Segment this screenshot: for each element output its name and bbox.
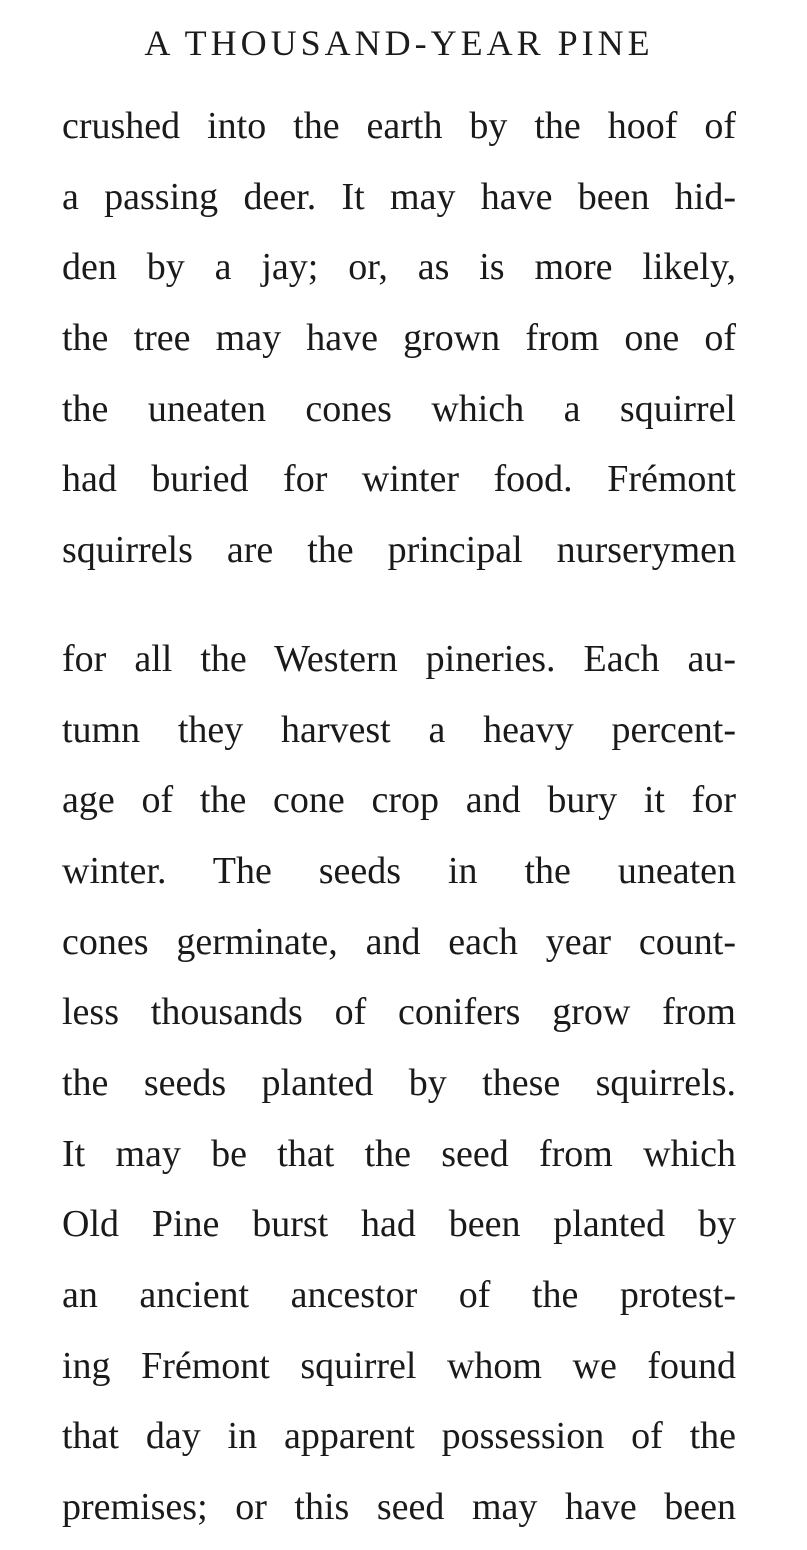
text-line-7: squirrels are the principal nurserymen bbox=[62, 529, 736, 572]
text-line-18: ing Frémont squirrel whom we found bbox=[62, 1344, 736, 1387]
text-line-2: a passing deer. It may have been hid- bbox=[62, 175, 736, 218]
text-line-6: had buried for winter food. Frémont bbox=[62, 458, 736, 501]
text-line-10: age of the cone crop and bury it for bbox=[62, 779, 736, 822]
text-line-5: the uneaten cones which a squirrel bbox=[62, 387, 736, 430]
text-line-1: crushed into the earth by the hoof of bbox=[62, 105, 736, 147]
text-line-12: cones germinate, and each year count- bbox=[62, 920, 736, 963]
text-line-20: premises; or this seed may have been bbox=[62, 1486, 736, 1529]
text-line-9: tumn they harvest a heavy percent- bbox=[62, 708, 736, 751]
text-line-3: den by a jay; or, as is more likely, bbox=[62, 246, 736, 289]
text-line-17: an ancient ancestor of the protest- bbox=[62, 1274, 736, 1316]
text-line-15: It may be that the seed from which bbox=[62, 1132, 736, 1175]
text-line-19: that day in apparent possession of the bbox=[62, 1415, 736, 1458]
body-text bbox=[62, 88, 736, 1540]
text-line-14: the seeds planted by these squirrels. bbox=[62, 1061, 736, 1104]
text-line-8: for all the Western pineries. Each au- bbox=[62, 637, 736, 680]
text-line-13: less thousands of conifers grow from bbox=[62, 991, 736, 1034]
text-line-4: the tree may have grown from one of bbox=[62, 317, 736, 360]
running-head: A THOUSAND-YEAR PINE bbox=[144, 23, 654, 63]
text-line-11: winter. The seeds in the uneaten bbox=[62, 849, 736, 892]
text-line-16: Old Pine burst had been planted by bbox=[62, 1203, 736, 1246]
